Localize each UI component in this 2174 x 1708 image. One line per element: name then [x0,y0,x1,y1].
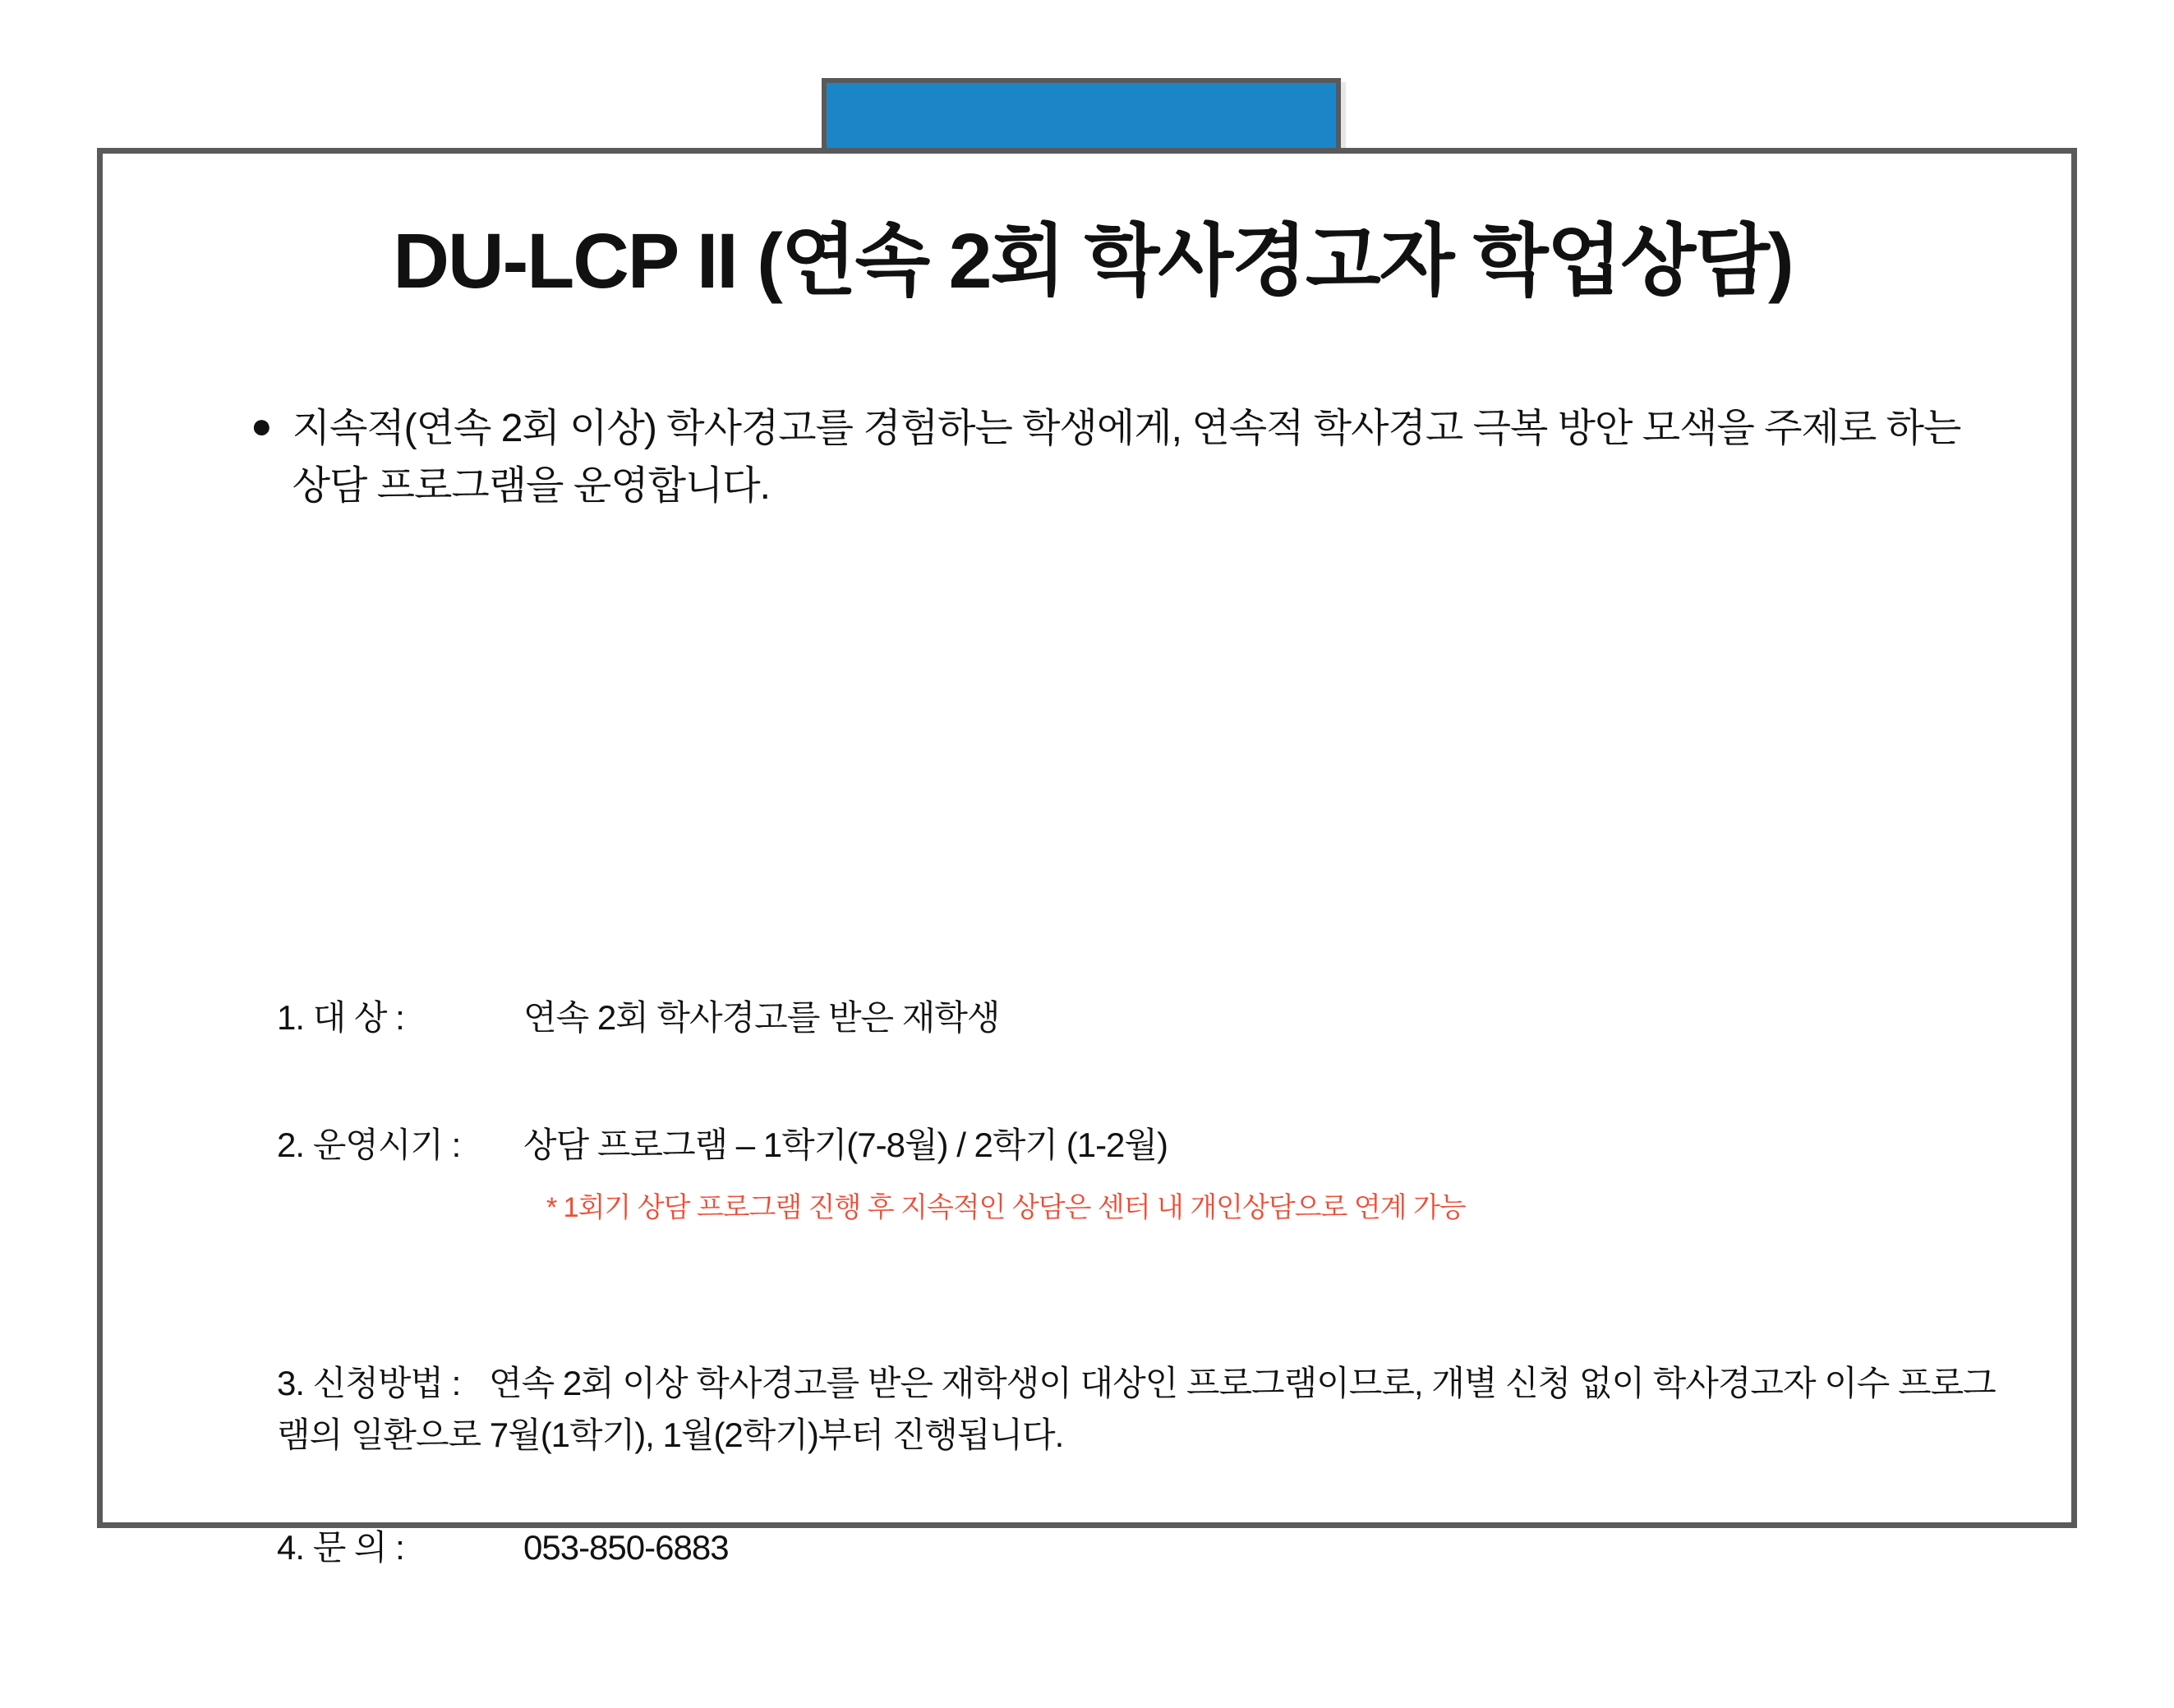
list-item-period-value: 상담 프로그램 – 1학기(7-8월) / 2학기 (1-2월) [523,1126,1168,1164]
list-item-period-label: 2. 운영시기 : [277,1126,461,1164]
lead-paragraph [251,400,1992,514]
period-note: * 1회기 상담 프로그램 진행 후 지속적인 상담은 센터 내 개인상담으로 연계 가능 [546,1192,1466,1223]
list-item-contact [277,1522,729,1573]
lead-paragraph-text: 지속적(연속 2회 이상) 학사경고를 경험하는 학생에게, 연속적 학사경고 극복 방안 모색을 주제로 하는 상담 프로그램을 운영합니다. [292,407,1961,508]
list-item-period [277,1119,1168,1171]
list-item-target-label: 1. 대 상 : [277,998,404,1037]
list-item-contact-label: 4. 문 의 : [277,1528,404,1567]
list-item-apply-label: 3. 신청방법 : [277,1364,461,1402]
bullet-icon: ● [251,406,273,446]
slide-card [97,148,2077,1567]
list-item-target-value: 연속 2회 학사경고를 받은 재학생 [523,998,1000,1037]
list-item-contact-value: 053-850-6883 [523,1528,729,1567]
list-item-apply-value: 연속 2회 이상 학사경고를 받은 재학생이 대상인 프로그램이므로, 개별 신청 없이 학사경고자 이수 프로그램의 일환으로 7월(1학기), 1월(2학기)부터 진행됩니다. [277,1364,1996,1454]
list-item-target [277,992,999,1043]
page-title: DU-LCP II (연속 2회 학사경고자 학업상담) [393,218,1793,305]
list-item-apply [277,1357,2019,1461]
